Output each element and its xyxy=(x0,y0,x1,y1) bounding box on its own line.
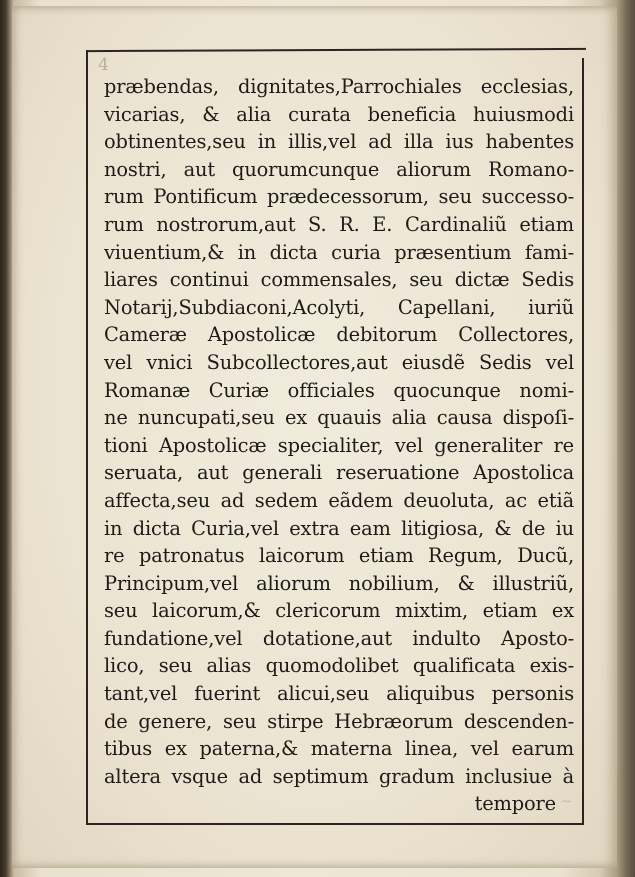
catchword: tempore xyxy=(474,792,556,816)
text-line-1: præbendas, dignitates,Parrochiales ecclesias, xyxy=(104,75,574,98)
text-line-16: affecta,seu ad sedem eãdem deuoluta, ac etiã xyxy=(104,488,574,512)
text-line-4: nostri, aut quorumcunque aliorum Romano- xyxy=(104,157,574,181)
text-line-18: re patronatus laicorum etiam Regum, Ducũ, xyxy=(104,544,574,568)
text-line-19: Principum,vel aliorum nobilium, & illustriũ, xyxy=(104,571,574,595)
text-line-11: vel vnici Subcollectores,aut eiusdẽ Sedis vel xyxy=(104,350,574,374)
text-line-24: de genere, seu stirpe Hebræorum descenden- xyxy=(104,709,574,733)
frame-rule-left xyxy=(86,50,88,824)
frame-rule-right xyxy=(582,58,584,824)
frame-rule-bottom xyxy=(86,823,584,825)
bleed-through-mark: 4 xyxy=(98,55,109,75)
bleed-through-mark: ~ xyxy=(560,792,573,810)
text-line-12: Romanæ Curiæ officiales quocunque nomi- xyxy=(104,378,574,402)
text-line-8: liares continui commensales, seu dictæ Sedis xyxy=(104,268,574,292)
text-line-7: viuentium,& in dicta curia præsentium fami- xyxy=(104,240,574,264)
text-line-9: Notarij,Subdiaconi,Acolyti, Capellani, iuriũ xyxy=(104,295,574,319)
text-line-17: in dicta Curia,vel extra eam litigiosa, & de iu xyxy=(104,516,574,540)
text-line-26: altera vsque ad septimum gradum inclusiue à xyxy=(104,764,574,788)
text-line-25: tibus ex paterna,& materna linea, vel earum xyxy=(104,737,574,761)
text-line-23: tant,vel fuerint alicui,seu aliquibus personis xyxy=(104,682,574,706)
page-edge-shadow xyxy=(617,0,635,877)
text-line-6: rum nostrorum,aut S. R. E. Cardinaliũ etiam xyxy=(104,212,574,236)
text-line-15: seruata, aut generali reseruatione Apostolica xyxy=(104,461,574,485)
text-line-2: vicarias, & alia curata beneficia huiusmodi xyxy=(104,102,574,126)
text-line-3: obtinentes,seu in illis,vel ad illa ius habentes xyxy=(104,130,574,154)
text-line-14: tioni Apostolicæ specialiter, vel generaliter re xyxy=(104,433,574,457)
text-line-20: seu laicorum,& clericorum mixtim, etiam ex xyxy=(104,599,574,623)
text-line-13: ne nuncupati,seu ex quauis alia causa dispoſi- xyxy=(104,406,574,430)
text-line-21: fundatione,vel dotatione,aut indulto Aposto- xyxy=(104,626,574,650)
text-line-22: lico, seu alias quomodolibet qualificata exis- xyxy=(104,654,574,678)
text-line-5: rum Pontificum prædecessorum, seu successo- xyxy=(104,185,574,209)
text-line-10: Cameræ Apostolicæ debitorum Collectores, xyxy=(104,323,574,347)
body-text xyxy=(104,73,574,818)
